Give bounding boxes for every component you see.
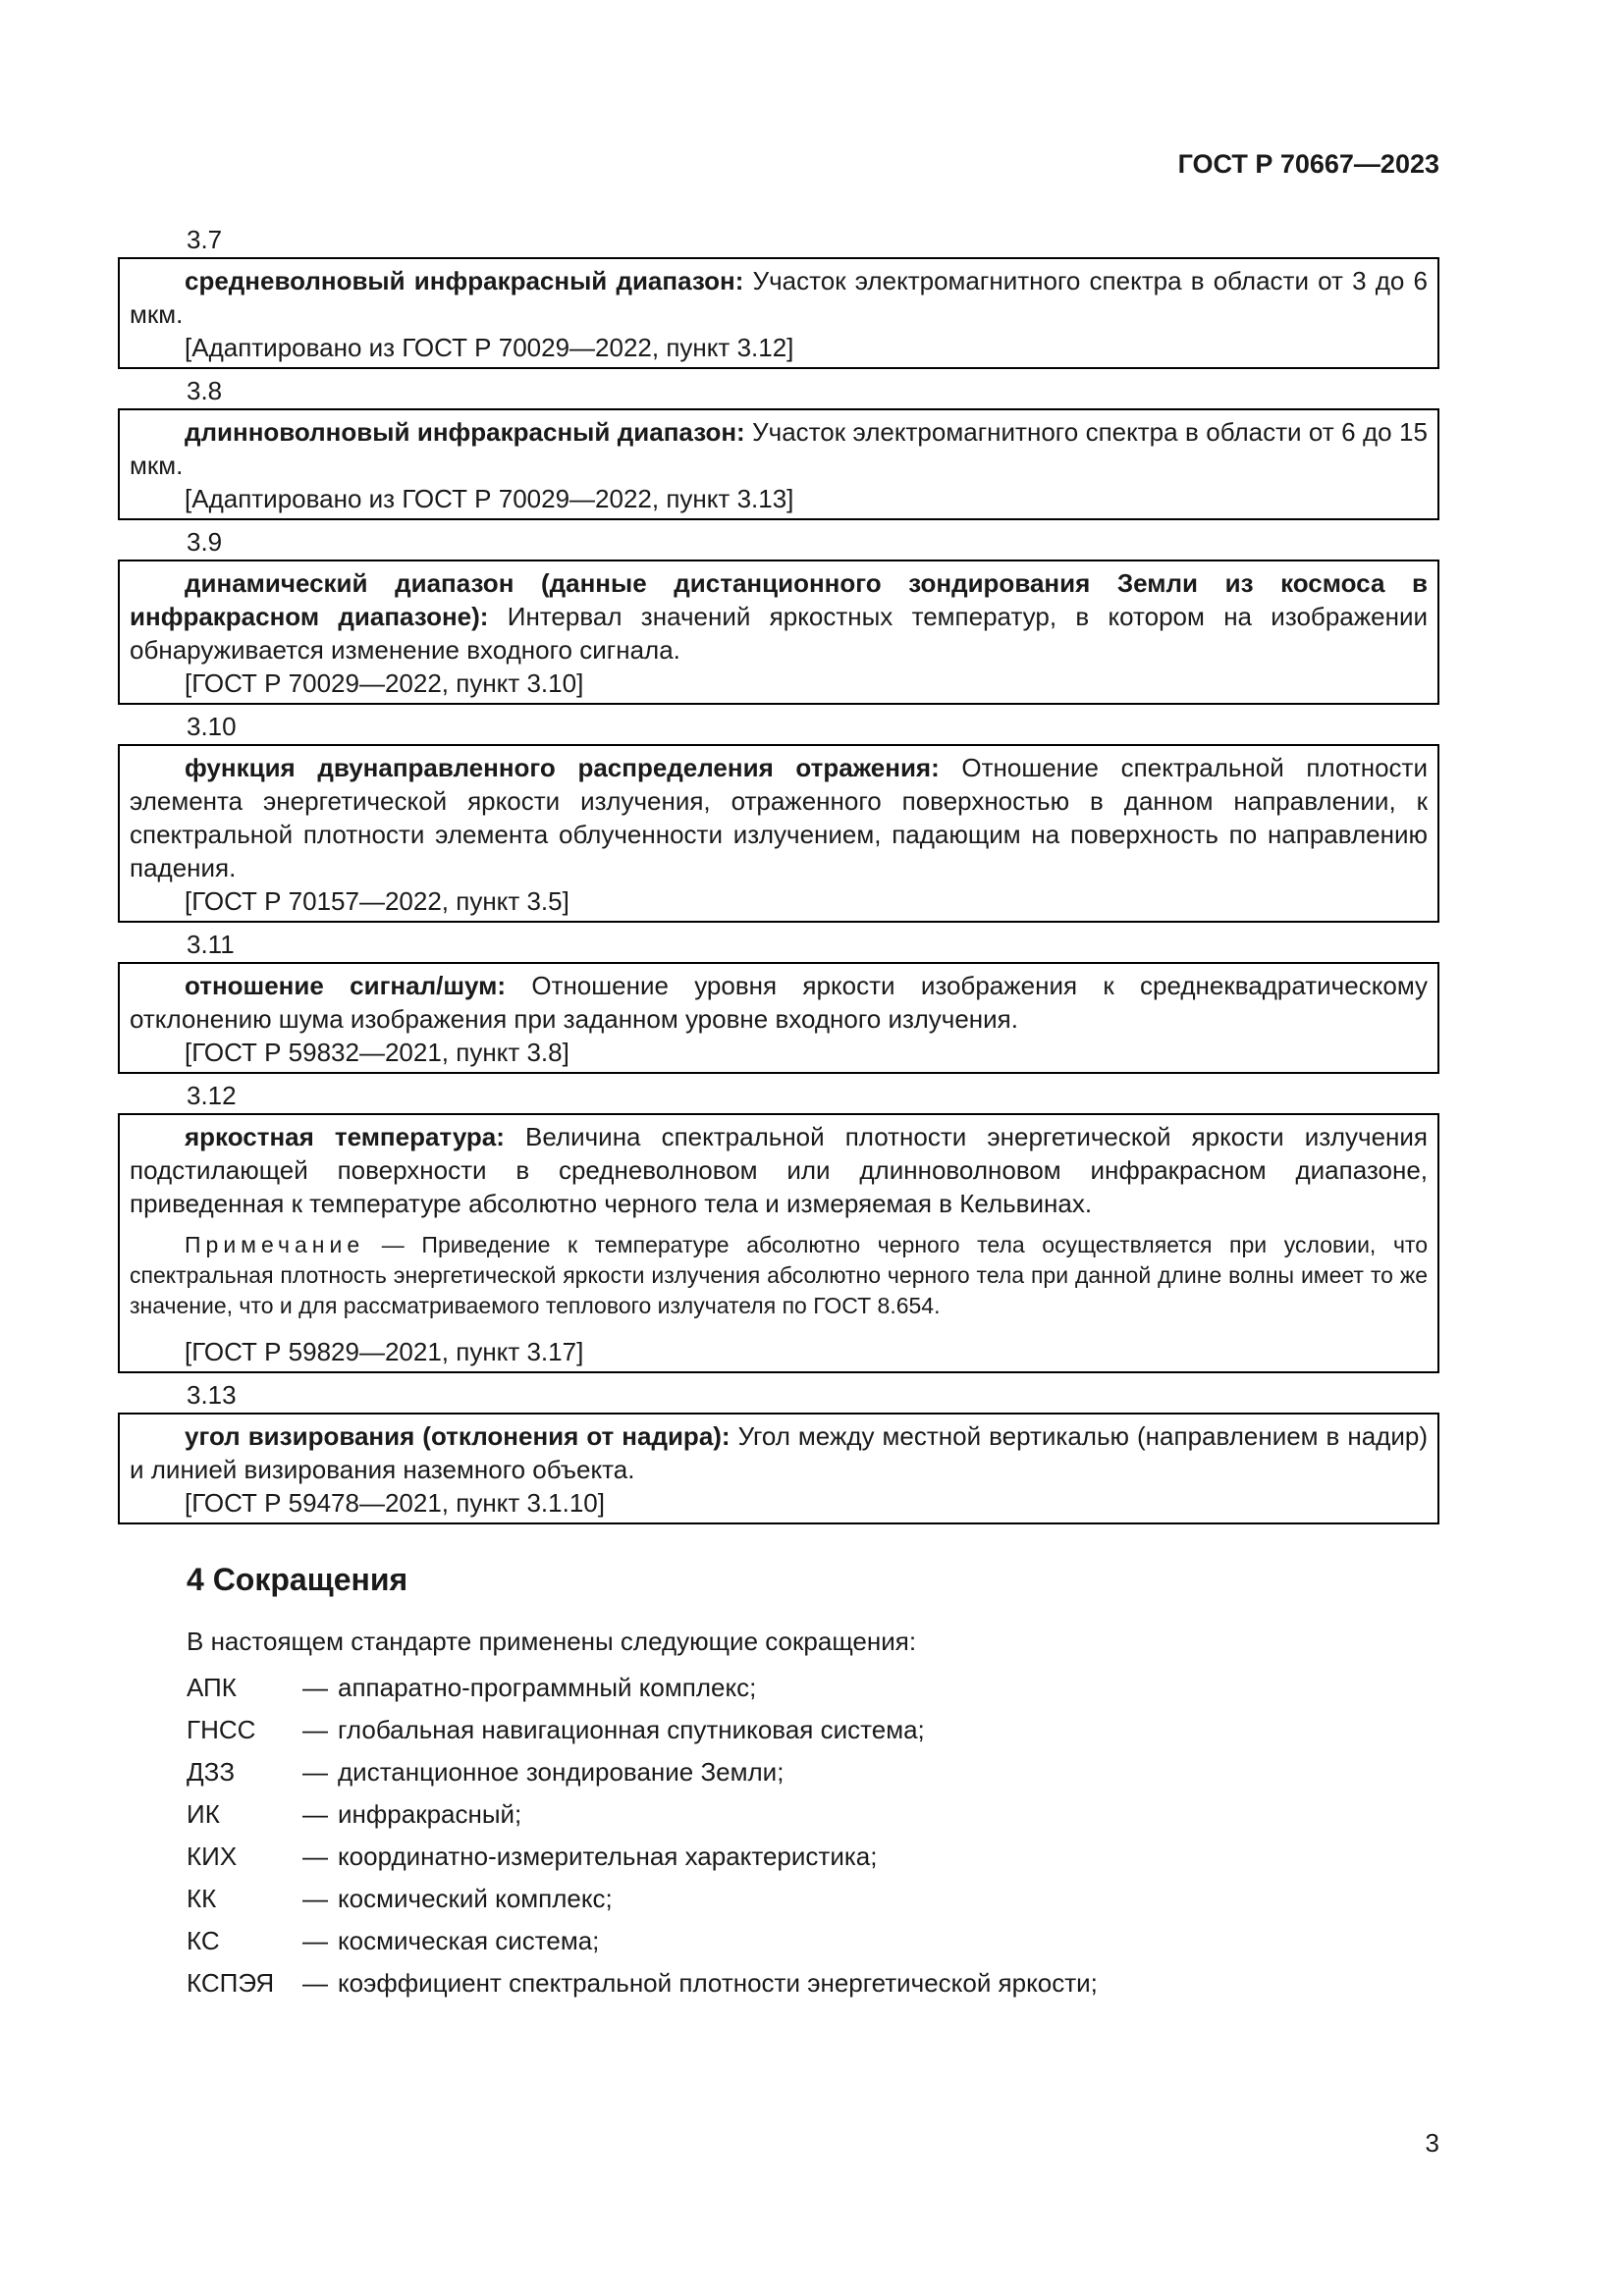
term-source: [ГОСТ Р 59832—2021, пункт 3.8] bbox=[185, 1038, 569, 1067]
abbreviation-meaning: коэффициент спектральной плотности энергетической яркости; bbox=[338, 1968, 1098, 1998]
abbreviation-dash: — bbox=[302, 1799, 328, 1829]
abbreviation-row bbox=[118, 1836, 1439, 1878]
abbreviation-code: ГНСС bbox=[187, 1715, 256, 1744]
abbreviation-dash: — bbox=[302, 1926, 328, 1955]
term-name: средневолновый инфракрасный диапазон: bbox=[185, 266, 744, 295]
term-definition: Величина спектральной плотности энергетической яркости излучения подстилающей поверхности в средневолновом или длинноволновом инфракрасном диапазоне, приведенная к температуре абсолютно черного тела и измеряемая в Кельвинах. bbox=[130, 1122, 1428, 1218]
term-source: [ГОСТ Р 59829—2021, пункт 3.17] bbox=[185, 1337, 584, 1366]
term-entry bbox=[118, 1413, 1439, 1524]
term-name: отношение сигнал/шум: bbox=[185, 971, 506, 1000]
term-name: функция двунаправленного распределения отражения: bbox=[185, 753, 940, 782]
section-intro: В настоящем стандарте применены следующие сокращения: bbox=[187, 1627, 917, 1656]
term-definition: Участок электромагнитного спектра в области от 6 до 15 мкм. bbox=[130, 417, 1428, 480]
abbreviation-dash: — bbox=[302, 1884, 328, 1913]
term-entry bbox=[118, 1113, 1439, 1373]
abbreviation-meaning: космический комплекс; bbox=[338, 1884, 613, 1913]
section-title: 4 Сокращения bbox=[187, 1562, 408, 1597]
abbreviation-code: КИХ bbox=[187, 1842, 238, 1871]
term-definition: Участок электромагнитного спектра в области от 3 до 6 мкм. bbox=[130, 266, 1429, 329]
term-number: 3.12 bbox=[187, 1081, 237, 1110]
term-source: [Адаптировано из ГОСТ Р 70029—2022, пункт 3.13] bbox=[185, 484, 794, 513]
abbreviation-row bbox=[118, 1793, 1439, 1836]
term-entry bbox=[118, 408, 1439, 520]
abbreviation-code: КСПЭЯ bbox=[187, 1968, 275, 1998]
abbreviation-dash: — bbox=[302, 1673, 328, 1702]
term-source: [ГОСТ Р 70029—2022, пункт 3.10] bbox=[185, 668, 584, 698]
abbreviation-meaning: координатно-измерительная характеристика; bbox=[338, 1842, 878, 1871]
term-definition: Отношение спектральной плотности элемента энергетической яркости излучения, отраженного поверхностью в данном направлении, к спектральной плотности элемента облученности излучением, падающим на поверхность по направлению падения. bbox=[130, 753, 1428, 882]
term-entry bbox=[118, 744, 1439, 923]
page-number: 3 bbox=[1425, 2128, 1439, 2158]
abbreviation-meaning: инфракрасный; bbox=[338, 1799, 522, 1829]
abbreviation-dash: — bbox=[302, 1842, 328, 1871]
abbreviation-meaning: дистанционное зондирование Земли; bbox=[338, 1757, 785, 1787]
term-source: [ГОСТ Р 70157—2022, пункт 3.5] bbox=[185, 886, 569, 916]
term-entry bbox=[118, 560, 1439, 705]
term-number: 3.8 bbox=[187, 376, 223, 405]
document-id: ГОСТ Р 70667—2023 bbox=[1177, 149, 1439, 179]
term-definition: Интервал значений яркостных температур, в котором на изображении обнаруживается изменение входного сигнала. bbox=[130, 602, 1428, 665]
term-name: яркостная температура: bbox=[185, 1122, 505, 1151]
abbreviation-meaning: космическая система; bbox=[338, 1926, 600, 1955]
term-number: 3.13 bbox=[187, 1380, 237, 1410]
term-name: длинноволновый инфракрасный диапазон: bbox=[185, 417, 745, 447]
abbreviation-meaning: аппаратно-программный комплекс; bbox=[338, 1673, 757, 1702]
page-content bbox=[118, 222, 1439, 2004]
abbreviation-row bbox=[118, 1920, 1439, 1962]
term-number: 3.10 bbox=[187, 712, 237, 741]
abbreviation-row bbox=[118, 1962, 1439, 2004]
term-definition: Отношение уровня яркости изображения к среднеквадратическому отклонению шума изображения при заданном уровне входного излучения. bbox=[130, 971, 1428, 1034]
abbreviation-dash: — bbox=[302, 1715, 328, 1744]
term-definition: Угол между местной вертикалью (направлением в надир) и линией визирования наземного объекта. bbox=[130, 1421, 1428, 1484]
abbreviation-code: КК bbox=[187, 1884, 217, 1913]
abbreviation-code: ДЗЗ bbox=[187, 1757, 236, 1787]
term-number: 3.11 bbox=[187, 930, 235, 959]
term-source: [ГОСТ Р 59478—2021, пункт 3.1.10] bbox=[185, 1488, 605, 1518]
term-name: угол визирования (отклонения от надира): bbox=[185, 1421, 731, 1451]
term-entry bbox=[118, 257, 1439, 369]
term-note bbox=[130, 1230, 1428, 1321]
abbreviation-code: КС bbox=[187, 1926, 220, 1955]
note-label: Примечание bbox=[185, 1232, 365, 1257]
abbreviation-row bbox=[118, 1709, 1439, 1751]
term-entry bbox=[118, 962, 1439, 1074]
term-source: [Адаптировано из ГОСТ Р 70029—2022, пункт 3.12] bbox=[185, 333, 794, 362]
abbreviation-code: ИК bbox=[187, 1799, 220, 1829]
abbreviation-code: АПК bbox=[187, 1673, 237, 1702]
abbreviation-meaning: глобальная навигационная спутниковая система; bbox=[338, 1715, 925, 1744]
abbreviation-dash: — bbox=[302, 1757, 328, 1787]
note-text: — Приведение к температуре абсолютно черного тела осуществляется при условии, что спектральная плотность энергетической яркости излучения абсолютно черного тела при данной длине волны имеет то же значение, что и для рассматриваемого теплового излучателя по ГОСТ 8.654. bbox=[130, 1232, 1428, 1318]
term-name: динамический диапазон (данные дистанционного зондирования Земли из космоса в инфракрасном диапазоне): bbox=[130, 568, 1428, 631]
abbreviation-row bbox=[118, 1878, 1439, 1920]
abbreviation-dash: — bbox=[302, 1968, 328, 1998]
term-number: 3.7 bbox=[187, 225, 223, 254]
term-number: 3.9 bbox=[187, 527, 223, 557]
abbreviation-row bbox=[118, 1751, 1439, 1793]
abbreviation-row bbox=[118, 1667, 1439, 1709]
